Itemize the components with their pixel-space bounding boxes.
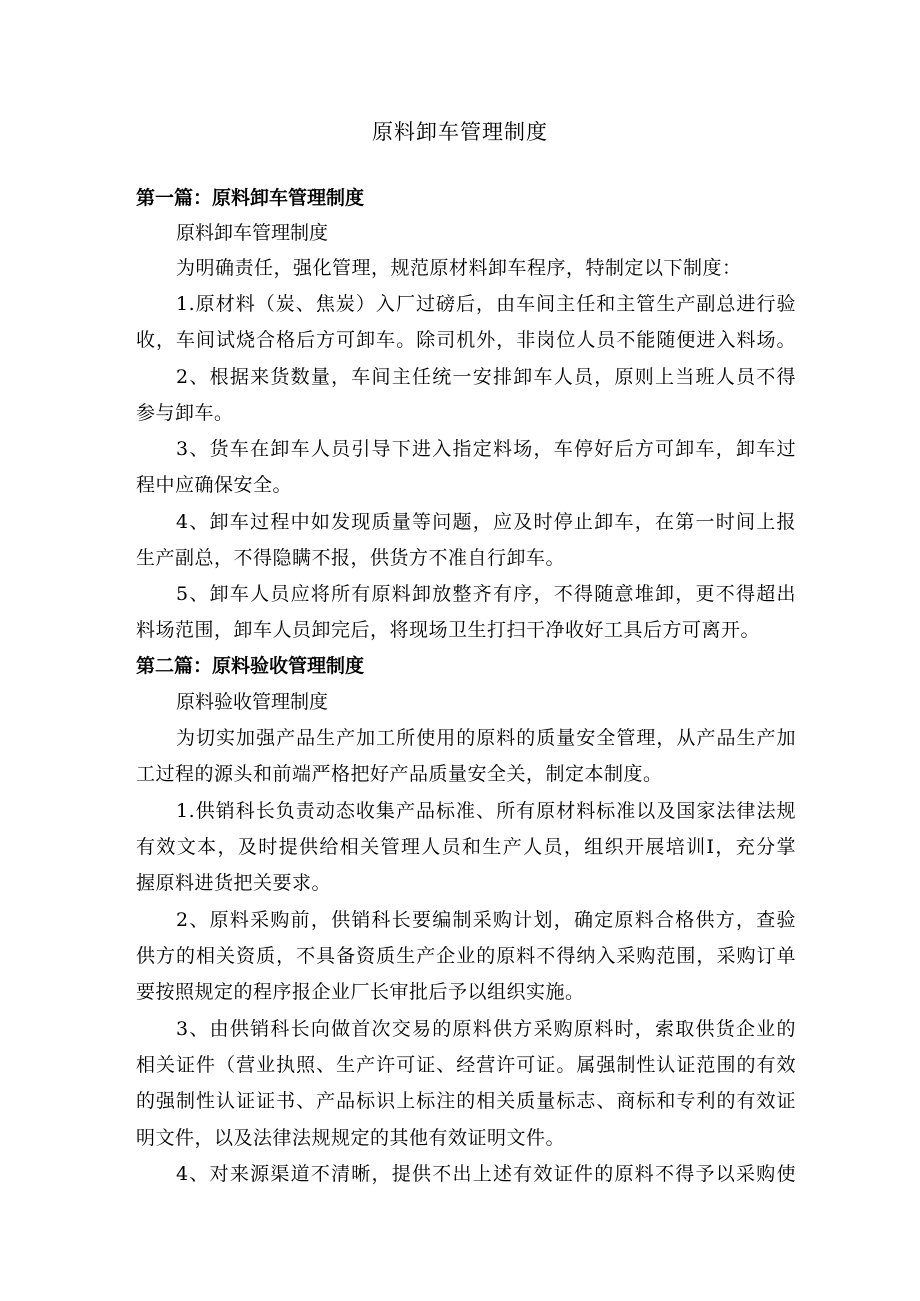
part2-line: 为切实加强产品生产加工所使用的原料的质量安全管理，从产品生产加 (176, 727, 796, 749)
part2-line: 1.供销科长负责动态收集产品标准、所有原材料标准以及国家法律法规 (176, 800, 796, 822)
part1-line: 1.原材料（炭、焦炭）入厂过磅后，由车间主任和主管生产副总进行验 (176, 293, 796, 315)
part1-line: 参与卸车。 (136, 402, 234, 424)
part2-line: 明文件，以及法律法规规定的其他有效证明文件。 (136, 1127, 566, 1149)
part2-line: 工过程的源头和前端严格把好产品质量安全关，制定本制度。 (136, 763, 663, 785)
part2-line: 握原料进货把关要求。 (136, 872, 332, 894)
part1-subtitle: 原料卸车管理制度 (176, 222, 329, 244)
part2-heading: 第二篇：原料验收管理制度 (136, 655, 365, 677)
part2-line: 3、由供销科长向做首次交易的原料供方采购原料时，索取供货企业的 (176, 1018, 796, 1040)
part1-line: 5、卸车人员应将所有原料卸放整齐有序，不得随意堆卸，更不得超出 (176, 583, 796, 605)
document-title: 原料卸车管理制度 (372, 120, 548, 144)
part1-line: 生产副总，不得隐瞒不报，供货方不准自行卸车。 (136, 547, 566, 569)
part1-line: 收，车间试烧合格后方可卸车。除司机外，非岗位人员不能随便进入料场。 (136, 329, 796, 351)
part1-line: 4、卸车过程中如发现质量等问题，应及时停止卸车，在第一时间上报 (176, 511, 796, 533)
part1-line: 料场范围，卸车人员卸完后，将现场卫生打扫干净收好工具后方可离开。 (136, 619, 761, 641)
part2-line: 相关证件（营业执照、生产许可证、经营许可证。属强制性认证范围的有效 (136, 1054, 796, 1076)
part2-line: 供方的相关资质，不具备资质生产企业的原料不得纳入采购范围，采购订单 (136, 945, 796, 967)
part1-line: 2、根据来货数量，车间主任统一安排卸车人员，原则上当班人员不得 (176, 366, 796, 388)
part2-line: 的强制性认证证书、产品标识上标注的相关质量标志、商标和专利的有效证 (136, 1090, 796, 1112)
part1-heading: 第一篇：原料卸车管理制度 (136, 187, 365, 209)
part2-line: 有效文本，及时提供给相关管理人员和生产人员，组织开展培训I，充分掌 (136, 836, 796, 858)
part2-subtitle: 原料验收管理制度 (176, 691, 329, 713)
part1-line: 为明确责任，强化管理，规范原材料卸车程序，特制定以下制度： (176, 257, 742, 279)
part2-line: 4、对来源渠道不清晰，提供不出上述有效证件的原料不得予以采购使 (176, 1163, 796, 1185)
part2-line: 2、原料采购前，供销科长要编制采购计划，确定原料合格供方，查验 (176, 909, 796, 931)
part1-line: 3、货车在卸车人员引导下进入指定料场，车停好后方可卸车，卸车过 (176, 438, 796, 460)
part2-line: 要按照规定的程序报企业厂长审批后予以组织实施。 (136, 981, 585, 1003)
part1-line: 程中应确保安全。 (136, 474, 293, 496)
